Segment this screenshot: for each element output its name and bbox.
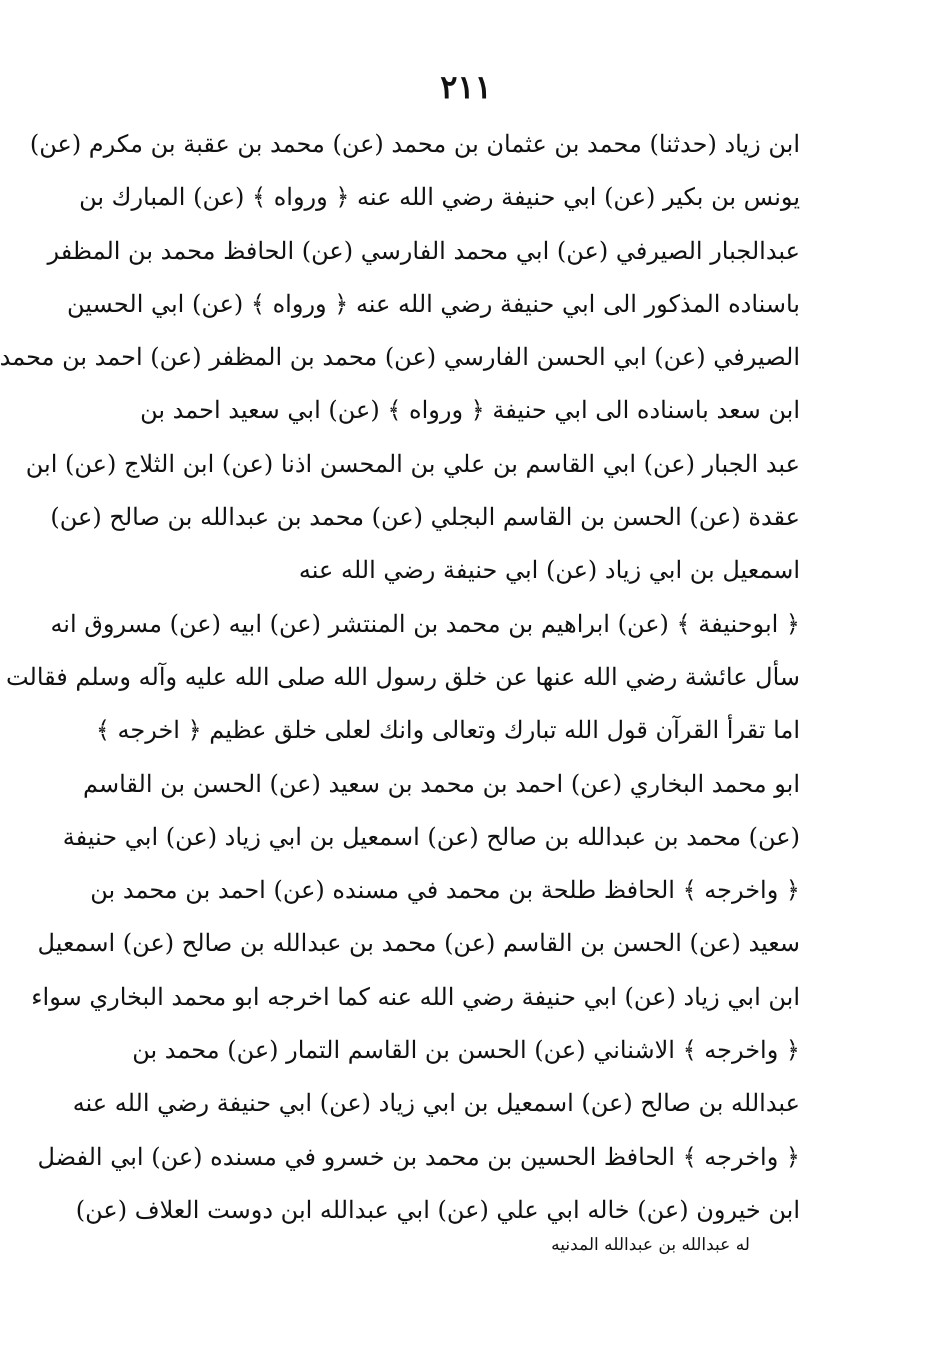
text-line: ابن سعد باسناده الى ابي حنيفة ﴿ ورواه ﴾ (عن) ابي سعيد احمد بن [140,396,800,425]
text-line: عبد الجبار (عن) ابي القاسم بن علي بن المحسن اذنا (عن) ابن الثلاج (عن) ابن [25,449,800,478]
text-line: الصيرفي (عن) ابي الحسن الفارسي (عن) محمد بن المظفر (عن) احمد بن محمد [0,343,800,372]
text-line: عبدالجبار الصيرفي (عن) ابي محمد الفارسي (عن) الحافظ محمد بن المظفر [47,236,800,265]
text-line: عقدة (عن) الحسن بن القاسم البجلي (عن) محمد بن عبدالله بن صالح (عن) [50,503,800,532]
main-text-block [0,118,800,1237]
text-line: عبدالله بن صالح (عن) اسمعيل بن ابي زياد (عن) ابي حنيفة رضي الله عنه [72,1089,800,1118]
text-line: ابن خيرون (عن) خاله ابي علي (عن) ابي عبدالله ابن دوست العلاف (عن) [75,1195,800,1224]
text-line: ﴿ واخرجه ﴾ الحافظ الحسين بن محمد بن خسرو في مسنده (عن) ابي الفضل [37,1142,800,1171]
page-number: ٢١١ [440,68,492,106]
text-line: ابو محمد البخاري (عن) احمد بن محمد بن سعيد (عن) الحسن بن القاسم [83,769,800,798]
text-line: باسناده المذكور الى ابي حنيفة رضي الله عنه ﴿ ورواه ﴾ (عن) ابي الحسين [66,289,800,318]
text-line: ابن زياد (حدثنا) محمد بن عثمان بن محمد (عن) محمد بن عقبة بن مكرم (عن) [29,130,800,158]
text-line: ﴿ ابوحنيفة ﴾ (عن) ابراهيم بن محمد بن المنتشر (عن) ابيه (عن) مسروق انه [50,609,800,638]
text-line: ﴿ واخرجه ﴾ الحافظ طلحة بن محمد في مسنده (عن) احمد بن محمد بن [90,876,800,905]
text-line: (عن) محمد بن عبدالله بن صالح (عن) اسمعيل بن ابي زياد (عن) ابي حنيفة [62,822,800,851]
text-line: ابن ابي زياد (عن) ابي حنيفة رضي الله عنه كما اخرجه ابو محمد البخاري سواء [31,982,800,1011]
text-line: اما تقرأ القرآن قول الله تبارك وتعالى وانك لعلى خلق عظيم ﴿ اخرجه ﴾ [95,716,800,745]
text-line: سأل عائشة رضي الله عنها عن خلق رسول الله صلى الله عليه وآله وسلم فقالت [5,662,800,691]
footnote: له عبدالله بن عبدالله المدنيه [551,1235,750,1255]
text-line: اسمعيل بن ابي زياد (عن) ابي حنيفة رضي الله عنه [298,556,800,585]
text-line: ﴿ واخرجه ﴾ الاشناني (عن) الحسن بن القاسم التمار (عن) محمد بن [132,1036,800,1065]
text-line: يونس بن بكير (عن) ابي حنيفة رضي الله عنه ﴿ ورواه ﴾ (عن) المبارك بن [79,183,800,212]
text-line: سعيد (عن) الحسن بن القاسم (عن) محمد بن عبدالله بن صالح (عن) اسمعيل [37,929,800,958]
